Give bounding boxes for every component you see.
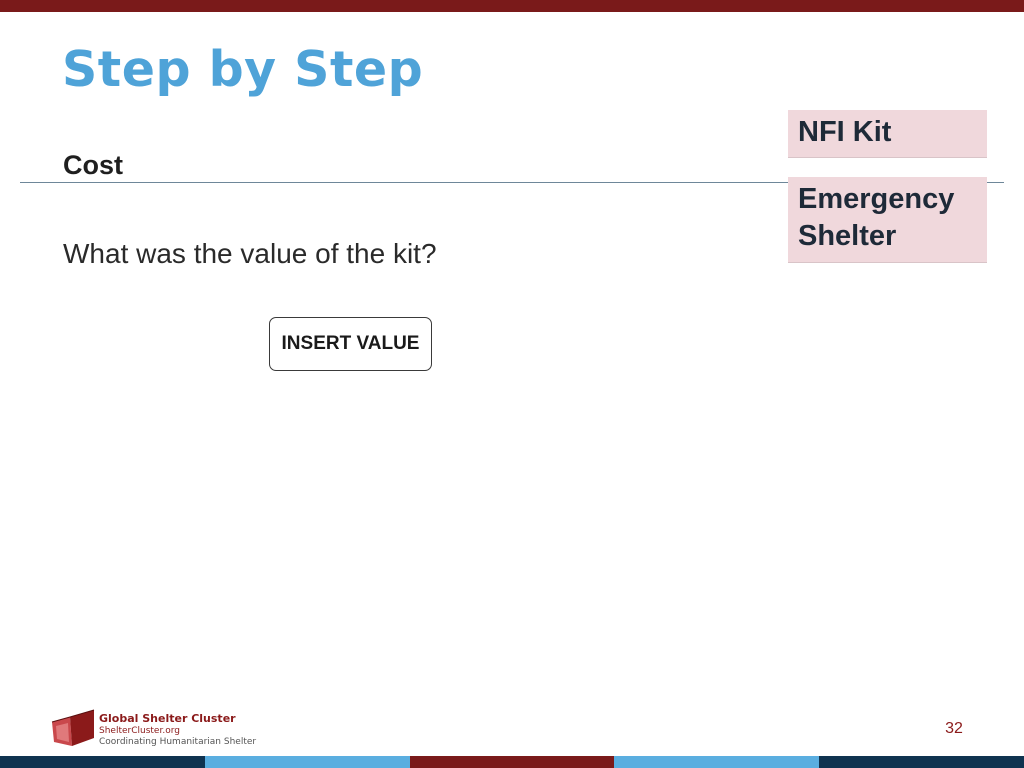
insert-value-button[interactable]: INSERT VALUE: [269, 317, 432, 371]
tag-emergency-shelter-line1: Emergency: [798, 183, 955, 215]
slide-title: Step by Step: [62, 41, 424, 98]
footer-org-name: Global Shelter Cluster: [99, 712, 236, 725]
strip-segment-blue-2: [614, 756, 819, 768]
shelter-cluster-logo-icon: [50, 708, 96, 748]
section-label: Cost: [63, 150, 123, 180]
footer-site-link[interactable]: ShelterCluster.org: [99, 726, 180, 736]
page-number: 32: [945, 720, 963, 737]
strip-segment-navy-1: [0, 756, 205, 768]
bottom-color-strip: [0, 756, 1024, 768]
top-accent-bar: [0, 0, 1024, 12]
strip-segment-red: [410, 756, 615, 768]
tag-emergency-shelter-line2: Shelter: [798, 220, 897, 252]
footer-tagline: Coordinating Humanitarian Shelter: [99, 737, 257, 747]
strip-segment-blue-1: [205, 756, 410, 768]
question-text: What was the value of the kit?: [63, 238, 437, 269]
tag-nfi-kit: [788, 110, 987, 158]
footer-org-block: [99, 712, 256, 748]
tag-emergency-shelter: [788, 177, 987, 263]
tag-nfi-kit-label: NFI Kit: [798, 116, 892, 148]
strip-segment-navy-2: [819, 756, 1024, 768]
